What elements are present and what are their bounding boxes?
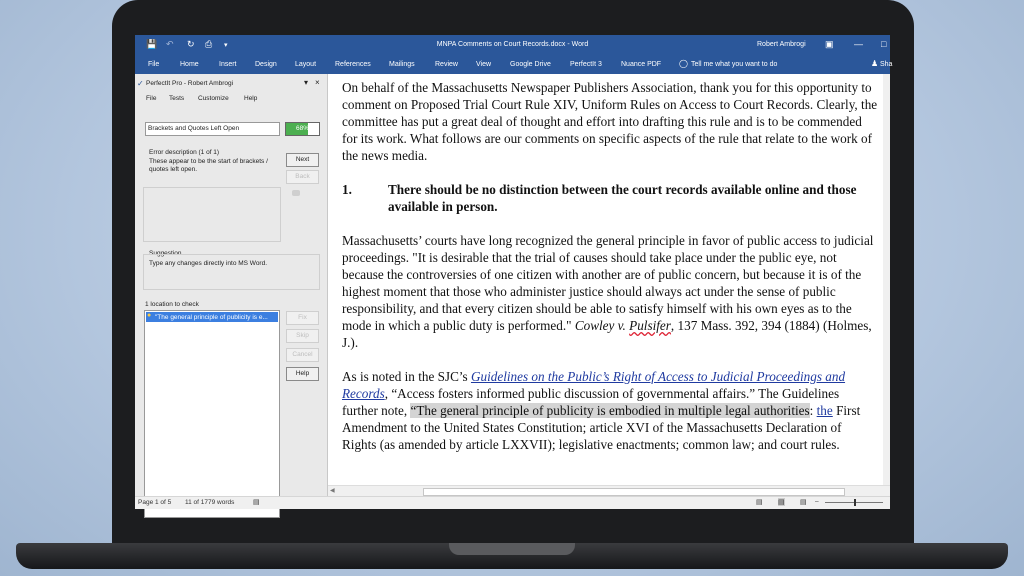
flagged-word[interactable]: the [816, 403, 833, 418]
laptop-notch [449, 543, 575, 555]
p3-colon: : [809, 403, 814, 418]
pane-menu-file[interactable]: File [146, 95, 157, 102]
p3-middle: , “Access fosters informed public discussion of governmental affairs.” The Guidelines further note, [342, 386, 840, 418]
title-bar [135, 35, 890, 55]
web-layout-icon[interactable]: ▤ [800, 499, 807, 506]
print-icon[interactable]: ⎙ [205, 39, 213, 49]
read-mode-icon[interactable]: ▤ [756, 499, 763, 506]
tab-view[interactable]: View [476, 61, 492, 68]
ribbon-display-options-icon[interactable]: ▣ [825, 39, 834, 49]
print-layout-icon[interactable]: ▤ [778, 499, 785, 506]
heading-text: There should be no distinction between the court records available online and those available in person. [388, 182, 857, 214]
ribbon-tabs [135, 55, 893, 74]
locations-heading: 1 location to check [145, 301, 199, 308]
case-citation: , 137 Mass. 392, 394 (1884) (Holmes, J.). [342, 318, 872, 350]
case-name-b: Pulsifer [629, 318, 671, 333]
tab-home[interactable]: Home [180, 61, 199, 68]
test-name-value: Brackets and Quotes Left Open [148, 125, 240, 132]
share-icon: ♟ [871, 59, 879, 68]
error-text: These appear to be the start of brackets / quotes left open. [149, 158, 268, 173]
tab-insert[interactable]: Insert [219, 61, 237, 68]
error-description-group [143, 187, 281, 242]
p2-main: Massachusetts’ courts have long recognized the general principle in favor of public access to judicial proceedings. "It is desirable that the trial of causes should take place under the public eye, not because the controversies of one citizen with another are of public concern, but because it is of the highest moment that those who administer justice should always act under the sense of public responsibility, and that every citizen should be able to satisfy himself with his own eyes as to the mode in which a public duty is performed." [342, 233, 874, 333]
customize-toolbar-icon[interactable]: ▾ [224, 42, 228, 49]
p3-intro: As is noted in the SJC’s [342, 369, 468, 384]
pane-menu-help[interactable]: Help [244, 95, 258, 102]
tab-file[interactable]: File [148, 61, 160, 68]
p3-end: First Amendment to the United States Constitution; article XVI of the Massachusetts Declaration of Rights (as amended by article LXXVII); legislative enactments; common law; and court rules. [342, 403, 861, 452]
user-name[interactable]: Robert Ambrogi [757, 41, 806, 48]
pane-title-bar [137, 78, 325, 90]
scroll-thumb[interactable] [423, 488, 845, 496]
skip-button[interactable]: Skip [286, 329, 319, 343]
case-name-a: Cowley v. [574, 318, 626, 333]
back-button[interactable]: Back [286, 170, 319, 184]
perfectit-pane [135, 74, 328, 496]
tab-references[interactable]: References [335, 61, 371, 68]
paragraph-3 [342, 368, 878, 453]
scroll-left-icon[interactable]: ◀ [330, 488, 335, 494]
tab-google-drive[interactable]: Google Drive [510, 61, 551, 68]
page-count[interactable]: Page 1 of 5 [138, 499, 172, 506]
error-heading: Error description (1 of 1) [149, 149, 220, 156]
window-title: MNPA Comments on Court Records.docx - Word [436, 41, 589, 48]
pane-options-icon[interactable]: ▾ [304, 78, 309, 87]
minimize-icon[interactable]: — [854, 39, 863, 49]
heading-number: 1. [342, 182, 352, 197]
heading-1 [342, 181, 878, 215]
pane-menu-customize[interactable]: Customize [198, 95, 229, 102]
suggestion-text: Type any changes directly into MS Word. [149, 260, 268, 267]
slider-handle[interactable] [292, 190, 300, 196]
tab-review[interactable]: Review [435, 61, 458, 68]
progress-label: 68% [295, 125, 309, 132]
pane-close-icon[interactable]: × [315, 78, 320, 87]
paragraph-1: On behalf of the Massachusetts Newspaper Publishers Association, thank you for this opportunity to comment on Proposed Trial Court Rule XIV, Uniform Rules on Access to Court Records. Clearly, the committee has put a great deal of thought and effort into drafting this rule and is to be commended for its work. What follows are our comments on specific aspects of the rule that relate to the work of the news media. [342, 80, 878, 163]
proofing-icon[interactable]: ▤ [253, 499, 260, 506]
status-bar [135, 496, 890, 509]
undo-icon[interactable]: ↶ [166, 39, 174, 49]
tab-design[interactable]: Design [255, 61, 277, 68]
fix-button[interactable]: Fix [286, 311, 319, 325]
screen [135, 35, 893, 508]
tab-perfectit[interactable]: PerfectIt 3 [570, 61, 602, 68]
vertical-scrollbar[interactable] [883, 74, 890, 485]
document-body[interactable] [342, 79, 878, 470]
pane-title: PerfectIt Pro - Robert Ambrogi [146, 80, 234, 87]
guidelines-link[interactable]: Guidelines on the Public’s Right of Access to Judicial Proceedings and Records [342, 369, 846, 401]
pane-menu-tests[interactable]: Tests [169, 95, 185, 102]
test-name-field[interactable] [145, 122, 280, 136]
cancel-button[interactable]: Cancel [286, 348, 319, 362]
tab-nuance-pdf[interactable]: Nuance PDF [621, 61, 662, 68]
tab-layout[interactable]: Layout [295, 61, 317, 68]
save-icon[interactable]: 💾 [146, 39, 158, 49]
locations-list[interactable] [144, 310, 280, 518]
warning-icon: ● [147, 312, 152, 319]
progress-bar [285, 122, 320, 136]
lightbulb-icon: ◯ [679, 59, 688, 68]
perfectit-logo-icon: ✓ [137, 79, 144, 88]
list-item[interactable] [146, 312, 278, 322]
tab-mailings[interactable]: Mailings [389, 61, 415, 68]
tell-me-box[interactable]: Tell me what you want to do [691, 61, 778, 68]
zoom-slider-thumb[interactable] [854, 499, 856, 506]
help-button[interactable]: Help [286, 367, 319, 381]
document-area[interactable] [328, 74, 890, 485]
location-item-text: "The general principle of publicity is e... [155, 313, 268, 321]
zoom-out-icon[interactable]: – [815, 498, 819, 505]
word-count[interactable]: 11 of 1779 words [185, 499, 235, 506]
next-button[interactable]: Next [286, 153, 319, 167]
share-button[interactable]: Sha [880, 61, 893, 68]
restore-icon[interactable]: □ [881, 39, 887, 49]
redo-icon[interactable]: ↻ [187, 39, 195, 49]
highlighted-quote[interactable]: “The general principle of publicity is embodied in multiple legal authorities [410, 403, 810, 418]
suggestion-heading: Suggestion [149, 250, 182, 257]
paragraph-2 [342, 232, 878, 351]
